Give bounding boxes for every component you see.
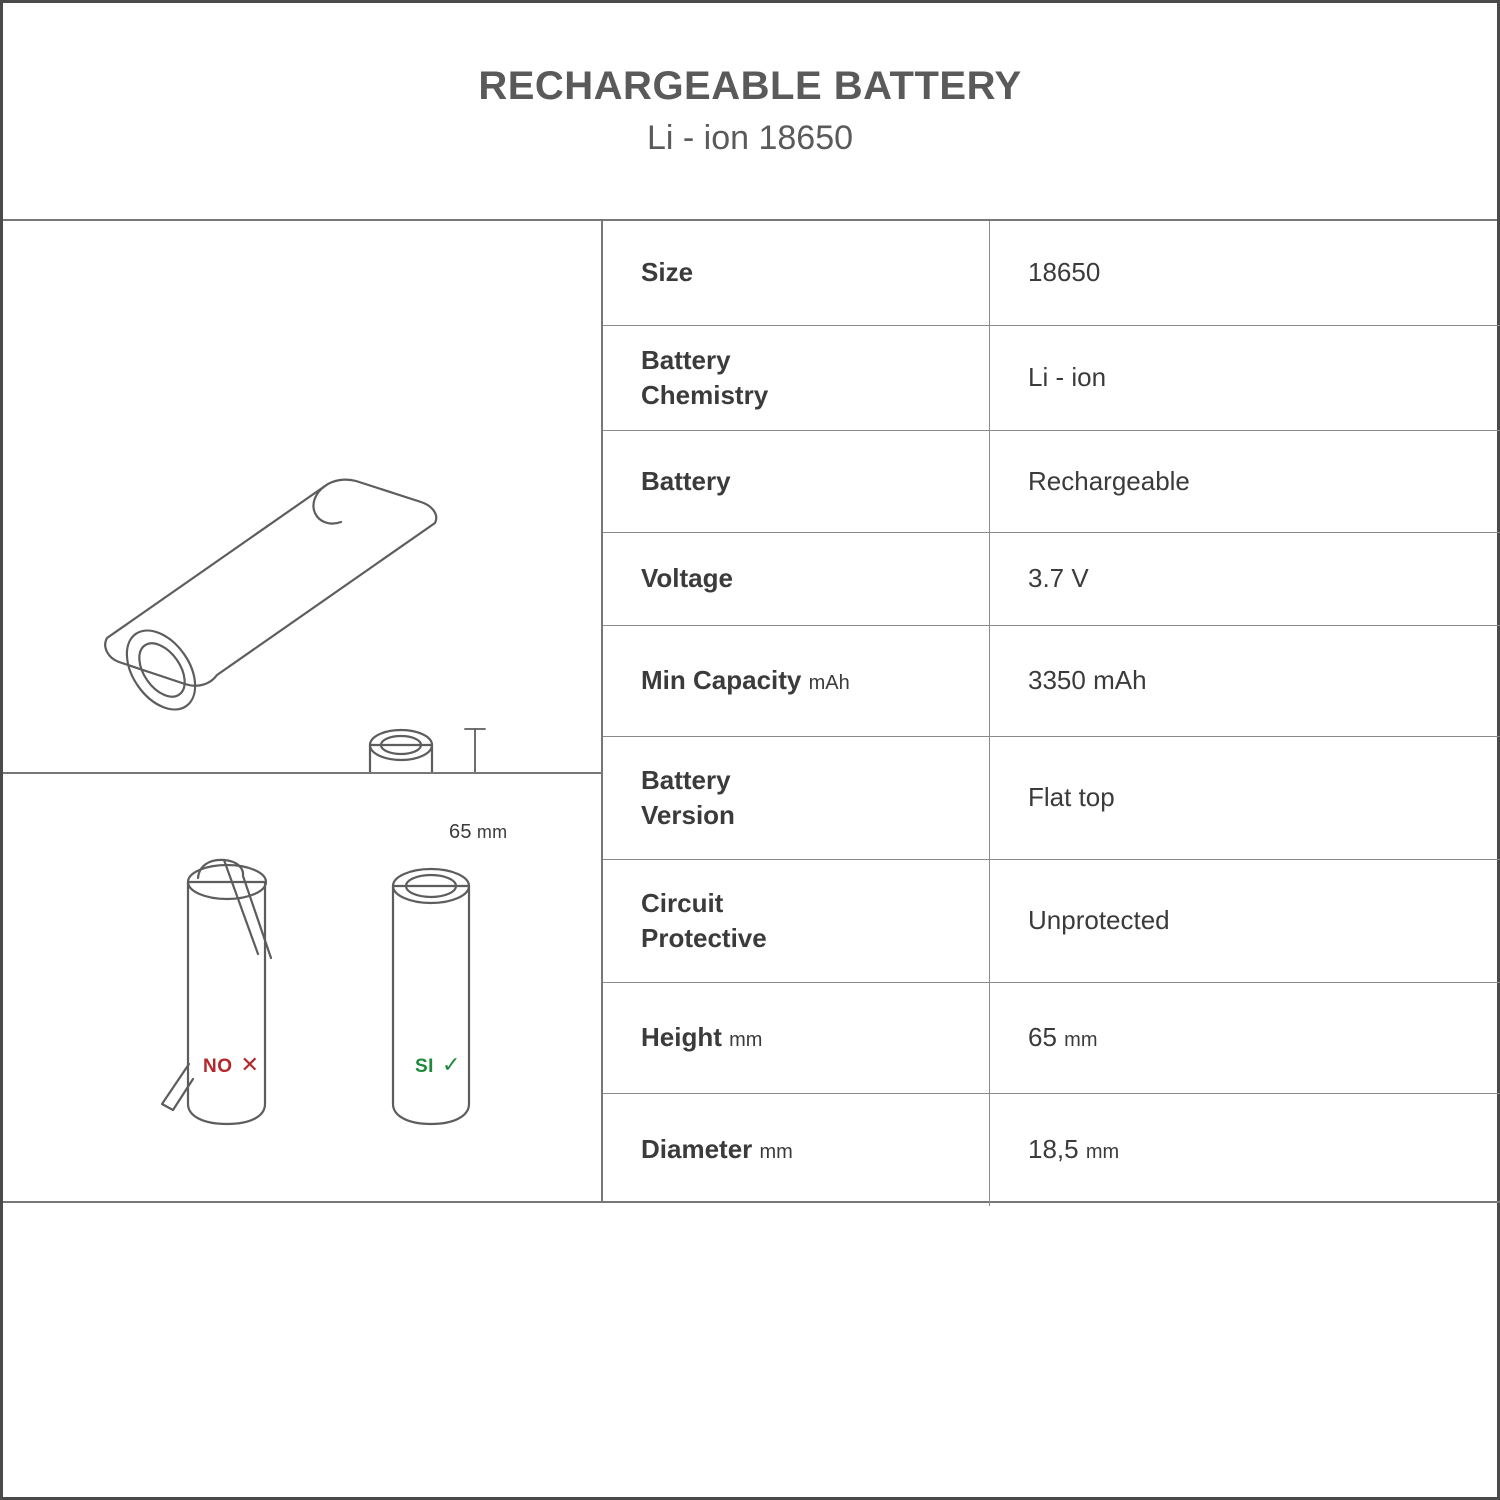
spec-value-battery-chemistry: Li - ion <box>990 326 1500 431</box>
table-row <box>603 221 1500 326</box>
spec-value-min-capacity: 3350 mAh <box>990 626 1500 737</box>
spec-key-min-capacity: Min Capacity mAh <box>603 626 990 737</box>
table-row <box>603 860 1500 983</box>
spec-key-height: Height mm <box>603 983 990 1094</box>
table-row <box>603 533 1500 626</box>
check-icon: ✓ <box>441 1052 461 1077</box>
illustration-column <box>3 221 603 1203</box>
table-row <box>603 431 1500 533</box>
spec-key-diameter: Diameter mm <box>603 1094 990 1207</box>
spec-value-battery: Rechargeable <box>990 431 1500 533</box>
page-subtitle: Li - ion 18650 <box>646 119 854 157</box>
table-row <box>603 1094 1500 1207</box>
comparison-good-drawing <box>3 774 601 1201</box>
battery-illustration-panel <box>3 221 601 843</box>
battery-drawings <box>3 221 601 772</box>
page-title: RECHARGEABLE BATTERY <box>478 64 1022 108</box>
spec-key-battery-chemistry: Battery Chemistry <box>603 326 990 431</box>
spec-key-battery-version: Battery Version <box>603 737 990 860</box>
spec-key-circuit-protective: Circuit Protective <box>603 860 990 983</box>
spec-key-voltage: Voltage <box>603 533 990 626</box>
spec-value-diameter: 18,5 mm <box>1028 1134 1120 1165</box>
comparison-si-label: SI ✓ <box>415 1052 461 1077</box>
comparison-no-label: NO ✕ <box>203 1052 260 1077</box>
spec-value-height: 65 mm <box>990 983 1500 1094</box>
table-row <box>603 626 1500 737</box>
spec-key-battery: Battery <box>603 431 990 533</box>
spec-key-size: Size <box>603 221 990 326</box>
header <box>3 3 1497 221</box>
spec-value-circuit-protective: Unprotected <box>990 860 1500 983</box>
table-row <box>603 326 1500 431</box>
specification-table <box>603 221 1500 1203</box>
spec-value-battery-version: Flat top <box>990 737 1500 860</box>
cross-icon: ✕ <box>240 1052 260 1077</box>
height-dimension-label: 65 mm <box>449 821 508 843</box>
footer-blank-area <box>3 1203 1497 1500</box>
spec-value-voltage: 3.7 V <box>990 533 1500 626</box>
table-row <box>603 737 1500 860</box>
comparison-panel <box>3 774 601 1203</box>
table-row <box>603 983 1500 1094</box>
spec-value-size: 18650 <box>990 221 1500 326</box>
